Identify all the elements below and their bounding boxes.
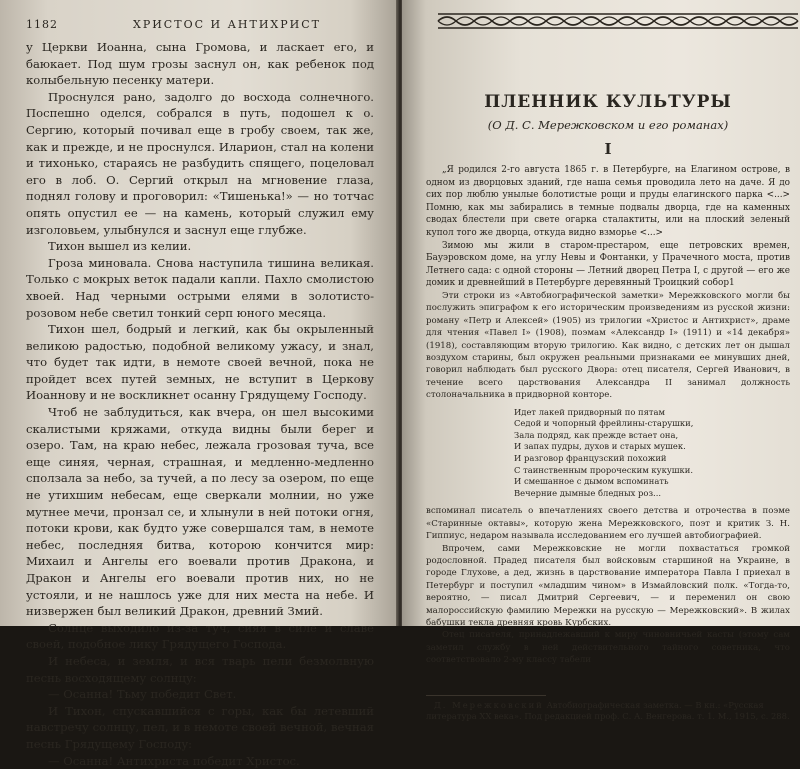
paragraph: Тихон вышел из келии. xyxy=(48,239,192,254)
paragraph: Зимою мы жили в старом-престаром, еще петровских времен, Бауэровском доме, на углу Невы и Фонтанки, у Прачечного моста, против Летнего сада: с одной стороны — Летний дворец Петра I, с другой — его же домик и древнейший в Петербурге деревянный Троицкий собор1 xyxy=(426,240,790,289)
paragraph: у Церкви Иоанна, сына Громова, и ласкает его, и баюкает. Под шум грозы заснул он, как ребенок под колыбельную песенку матери. xyxy=(26,40,374,88)
poem-line: Вечерние дымные бледных роз... xyxy=(514,487,662,498)
poem-line: Седой и чопорный фрейлины-старушки, xyxy=(514,418,694,429)
paragraph: вспоминал писатель о впечатлениях своего детства и отрочества в поэме «Старинные октавы», которую жена Мережковского, поэт и критик З. Н. Гиппиус, недаром называла исследованием его лучшей автобиографией. xyxy=(426,506,790,542)
poem-line: И разговор французский похожий xyxy=(514,452,667,463)
left-page xyxy=(0,0,398,768)
left-page-header xyxy=(26,18,374,31)
right-page xyxy=(402,0,800,722)
section-number: I xyxy=(604,140,612,158)
paragraph: Проснулся рано, задолго до восхода солнечного. Поспешно оделся, собрался в путь, подошел к о. Сергию, который почивал еще в гробу своем, так же, как и прежде, и не проснулся. Иларион, стал на колени и тихонько, стараясь не разбудить спящего, поцеловал его в лоб. О. Сергий открыл на мгновение глаза, поднял голову и проговорил: «Тишенька!» — но тотчас опять опустил ее — на камень, который служил ему изголовьем, улыбнулся и заснул еще глубже. xyxy=(26,89,374,237)
ornament-vine-icon xyxy=(438,12,798,30)
paragraph: Отец писателя, принадлежавший к миру чиновничьей касты (этому сам заметил службу в ней действительного тайного советника, что соответствовало 2-му классу табели xyxy=(426,630,790,666)
poem-line: Идет лакей придворный по пятам xyxy=(514,406,666,417)
running-title: ХРИСТОС И АНТИХРИСТ xyxy=(132,18,322,31)
decorative-ornament-band xyxy=(438,10,780,32)
page-number: 1182 xyxy=(26,18,58,31)
paragraph: Солнце выходило из-за туч, сияя в силе и славе своей, подобное лику Грядущего Господа. xyxy=(26,620,374,652)
paragraph: Тихон шел, бодрый и легкий, как бы окрыленный великою радостью, подобной великому ужасу, и знал, что будет так идти, в немоте своей вечной, пока не пройдет всех путей земных, не вступит в Церкову Иоаннову и не воскликнет осанну Грядущему Господу. xyxy=(26,322,374,403)
poem-line: Зала подряд, как прежде встает она, xyxy=(514,429,679,440)
footnote-divider xyxy=(426,695,546,696)
paragraph: Впрочем, сами Мережковские не могли похвастаться громкой родословной. Прадед писателя был войсковым старшиной на Украине, в городе Глухове, а дед, жизнь в царствование императора Павла I приехал в Петербург и поступил «младшим чином» в Измайловский полк. «Тогда-то, вероятно, — писал Дмитрий Сергеевич, — и переменил он свою малороссийскую фамилию Мережки на русскую — Мережковский». В жилах бабушки текла древняя кровь Курбских. xyxy=(426,543,790,628)
paragraph: „Я родился 2-го августа 1865 г. в Петербурге, на Елагином острове, в одном из дворцовых зданий, где наша семья проводила лето на даче. Я до сих пор люблю унылые болотистые рощи и пруды елагинского парка <...> Помню, как мы забирались в темные подвалы дворца, где на каменных сводах блестели при свете огарка сталактиты, или на плоский зеленый купол того же дворца, откуда видно взморье <...> xyxy=(426,165,790,238)
paragraph: — Осанна! Тьму победит Свет. xyxy=(48,687,237,702)
chapter-title: ПЛЕННИК КУЛЬТУРЫ xyxy=(484,92,732,112)
paragraph: Чтоб не заблудиться, как вчера, он шел высокими скалистыми кряжами, откуда видны были берег и озеро. Там, на краю небес, лежала грозовая туча, все еще синяя, черная, страшная, и медленно-медленно сползала за небо, за тучей, а по лесу за озером, по еще не утихшим небесам, еще сверкали молнии, но уже мутнее мечи, пронзал се, и хлынули в ней потоки огня, потоки крови, как будто уже совершался там, в немоте небес, последняя битва, которою кончится мир: Михаил и Ангелы его воевали против Дракона, и Дракон и Ангелы его воевали против них, но не устояли, и не нашлось уже для них места на небе. И низвержен был великий Дракон, древний Змий. xyxy=(26,405,374,619)
poem-quote xyxy=(514,407,790,500)
poem-line: И запах пудры, духов и старых мушек. xyxy=(514,441,686,452)
footnote-author: Д. Мережковский xyxy=(434,699,544,710)
paragraph: — Осанна! Антихриста победит Христос. xyxy=(48,753,300,768)
footnote-text: Автобиографическая заметка. — В кн.: «Русская литература XX века». Под редакцией проф. С. А. Венгерова. т. 1. М., 1915, с. 288. xyxy=(426,699,790,722)
paragraph: И небеса, и земля, и вся тварь пели безмолвную песнь восходящему солнцу: xyxy=(26,653,374,685)
paragraph: Эти строки из «Автобиографической заметки» Мережковского могли бы послужить эпиграфом к его историческим произведениям из русской жизни: роману «Петр и Алексей» (1905) из трилогии «Христос и Антихрист», драме для чтения «Павел I» (1908), поэмам «Александр I» (1911) и «14 декабря» (1918), составляющим вторую трилогию. Как видно, с детских лет он дышал воздухом старины, был окружен реальными признаками ее минувших дней, говорил наблюдать был русского Двора: отец писателя, Сергей Иванович, в течение всего царствования Александра II занимал должность столоначальника в придворной конторе. xyxy=(426,290,790,401)
chapter-subtitle: (О Д. С. Мережковском и его романах) xyxy=(487,118,729,132)
poem-line: И смешанное с дымом вспоминать xyxy=(514,476,669,487)
footnote xyxy=(426,700,790,723)
poem-line: С таинственным пророческим кукушки. xyxy=(514,464,694,475)
paragraph: И Тихон, спускавшийся с горы, как бы летевший навстречу солнцу, пел, и в немоте своей вечной, вечная песнь Грядущему Господу: xyxy=(26,703,374,751)
left-page-body xyxy=(26,39,374,769)
paragraph: Гроза миновала. Снова наступила тишина великая. Только с мокрых веток падали капли. Пахло смолистою хвоей. Над черными острыми елями в золотисто-розовом небе светил тонкий серп юного месяца. xyxy=(26,255,374,320)
